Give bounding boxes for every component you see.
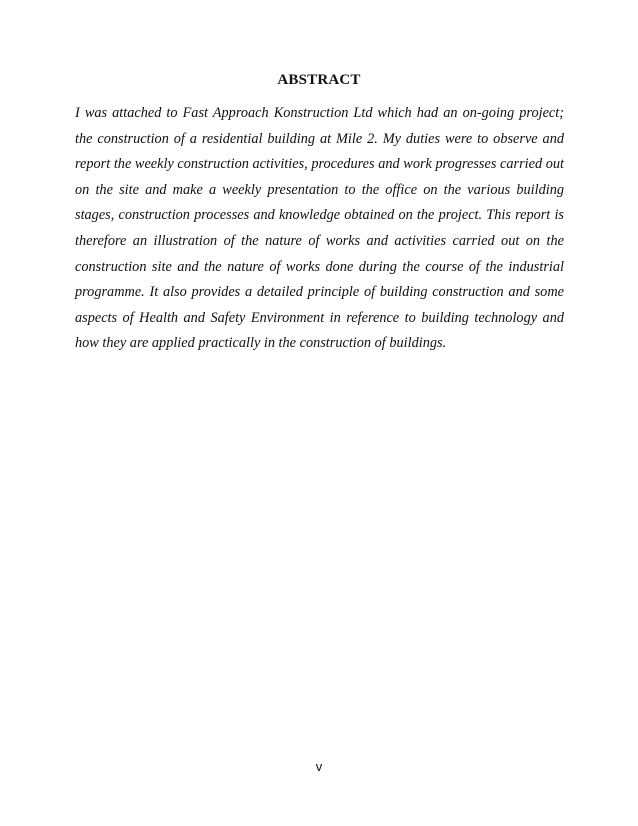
page-number: v: [315, 759, 323, 774]
abstract-heading: ABSTRACT: [277, 72, 361, 88]
abstract-paragraph: I was attached to Fast Approach Konstruction Ltd which had an on-going project; the construction of a residential building at Mile 2. My duties were to observe and report the weekly construction activities, procedures and work progresses carried out on the site and make a weekly presentation to the office on the various building stages, construction processes and knowledge obtained on the project. This report is therefore an illustration of the nature of works and activities carried out on the construction site and the nature of works done during the course of the industrial programme. It also provides a detailed principle of building construction and some aspects of Health and Safety Environment in reference to building technology and how they are applied practically in the construction of buildings.: [75, 105, 564, 352]
